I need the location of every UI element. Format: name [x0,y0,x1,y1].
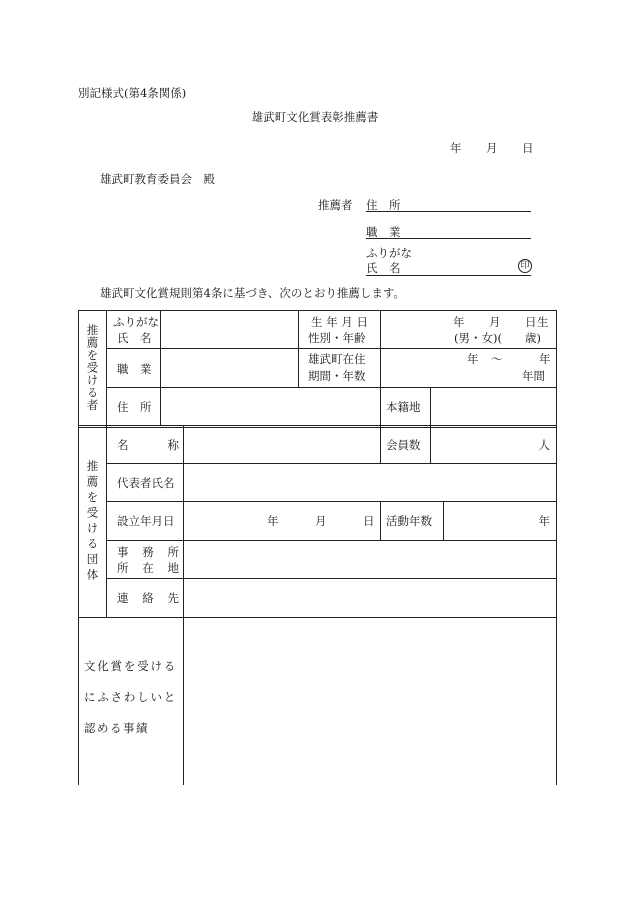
birth-date-label: 生 年 月 日 [311,315,368,329]
recommender-name-label: 氏 名 [366,261,401,275]
section-double-rule [78,427,557,428]
activity-years-value-cell [443,501,557,540]
birth-label-cell [298,310,380,348]
date-line: 年 月 日 [450,141,534,155]
members-value-cell [430,425,557,463]
office-label-line2: 所 在 地 [117,561,179,575]
founded-label: 設立年月日 [117,514,175,528]
domicile-value-cell [430,387,557,425]
achievements-value-cell [183,617,557,785]
residence-years-line: 年間 [522,369,545,383]
seal-mark: 印 [518,259,532,273]
activity-years-label: 活動年数 [386,514,432,528]
nominee-group-section-label: 推薦を受ける団体 [85,459,100,584]
residence-period-line: 年 ～ 年 [467,352,551,366]
birth-value-cell [380,310,557,348]
recommender-address-underline [366,211,531,212]
birth-date-line: 年 月 日生 [453,315,549,329]
domicile-label: 本籍地 [386,400,421,414]
nominee-group-section-cell [78,425,106,617]
contact-value-cell [183,578,557,617]
recommender-furigana-label: ふりがな [366,246,412,260]
person-address-label: 住 所 [117,400,152,414]
residence-label: 雄武町在住 [308,352,366,366]
nominee-person-section-label: 推薦を受ける者 [85,324,100,412]
achievements-label-cell [78,617,183,785]
document-title: 雄武町文化賞表彰推薦書 [251,110,379,124]
sex-age-label: 性別・年齢 [308,331,366,345]
office-label-cell [106,540,183,578]
achievements-label-line2: にふさわしいと [84,690,178,704]
achievements-label-line3: 認める事績 [84,721,149,735]
addressee: 雄武町教育委員会 殿 [100,172,215,186]
residence-period-label: 期間・年数 [308,369,366,383]
recommender-address-label: 住 所 [366,198,401,212]
recommender-occupation-underline [366,238,531,239]
founded-label-cell [106,501,183,540]
residence-label-cell [298,348,380,387]
person-occupation-label: 職 業 [117,362,152,376]
contact-label: 連 絡 先 [117,591,179,605]
domicile-label-cell [380,387,430,425]
person-name-value-cell [160,310,298,348]
person-occupation-label-cell [106,348,160,387]
group-name-label-cell [106,425,183,463]
form-number: 別記様式(第4条関係) [78,86,187,100]
founded-date-line: 年 月 日 [267,514,375,528]
person-furigana-label: ふりがな [113,315,159,329]
recommender-name-underline [366,275,531,276]
representative-value-cell [183,463,557,501]
achievements-label-line1: 文化賞を受ける [84,659,178,673]
members-unit: 人 [538,438,550,452]
contact-label-cell [106,578,183,617]
nominee-person-section-cell [78,310,106,425]
person-name-label: 氏 名 [117,331,152,345]
founded-value-cell [183,501,380,540]
group-name-value-cell [183,425,380,463]
person-occupation-value-cell [160,348,298,387]
sex-age-line: (男・女)( 歳) [454,331,541,345]
recommender-label: 推薦者 [318,198,353,212]
person-address-label-cell [106,387,160,425]
recommender-occupation-label: 職 業 [366,225,401,239]
office-value-cell [183,540,557,578]
activity-years-unit: 年 [538,514,550,528]
representative-label-cell [106,463,183,501]
person-name-label-cell [106,310,160,348]
representative-label: 代表者氏名 [117,476,175,490]
residence-value-cell [380,348,557,387]
activity-years-label-cell [380,501,443,540]
members-label-cell [380,425,430,463]
statement: 雄武町文化賞規則第4条に基づき、次のとおり推薦します。 [100,286,405,300]
members-label: 会員数 [386,438,421,452]
group-name-label: 名 称 [117,438,179,452]
person-address-value-cell [160,387,380,425]
office-label-line1: 事 務 所 [117,545,179,559]
